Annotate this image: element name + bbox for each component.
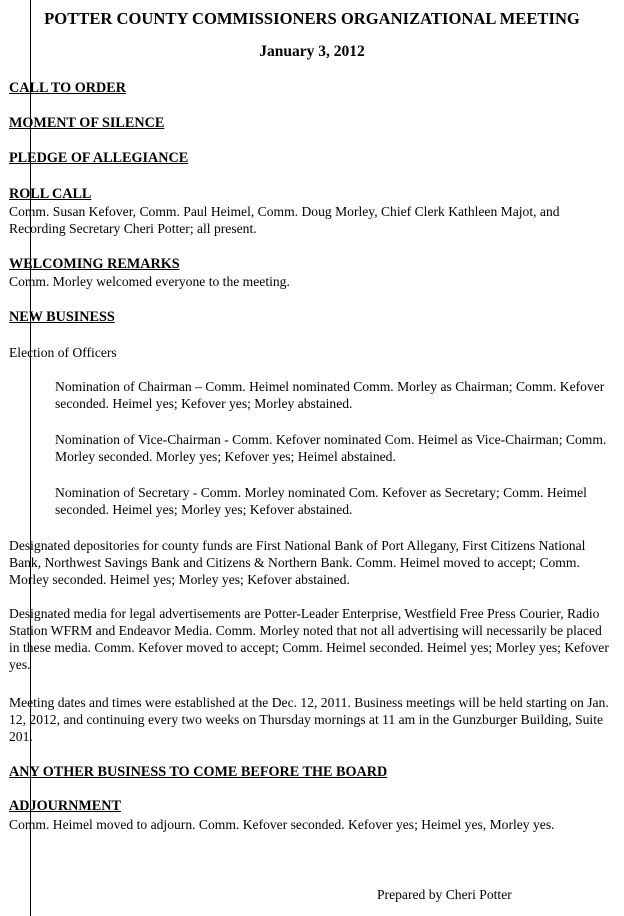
media-text: Designated media for legal advertisements are Potter-Leader Enterprise, Westfield Free Press Courier, Radio Station WFRM and Endeavor Media. Comm. Morley noted that not all advertising will necessarily be placed in these media. Comm. Kefover moved to accept; Comm. Heimel seconded. Heimel yes; Morley yes; Kefover yes. [9,606,609,672]
heading-moment-of-silence: MOMENT OF SILENCE [9,115,165,131]
heading-roll-call: ROLL CALL [9,186,92,202]
adjournment-text: Comm. Heimel moved to adjourn. Comm. Kefover seconded. Kefover yes; Heimel yes, Morley yes. [9,817,555,832]
nomination-chairman: Nomination of Chairman – Comm. Heimel nominated Comm. Morley as Chairman; Comm. Kefover seconded. Heimel yes; Kefover yes; Morley abstained. [55,379,605,411]
prepared-by: Prepared by Cheri Potter [377,887,512,902]
heading-adjournment: ADJOURNMENT [9,798,121,814]
heading-call-to-order: CALL TO ORDER [9,80,126,96]
election-label: Election of Officers [9,345,117,360]
heading-other-business: ANY OTHER BUSINESS TO COME BEFORE THE BOARD [9,764,388,780]
nomination-secretary: Nomination of Secretary - Comm. Morley nominated Com. Kefover as Secretary; Comm. Heimel seconded. Heimel yes; Morley yes; Kefover abstained. [55,485,587,517]
meeting-dates-text: Meeting dates and times were established at the Dec. 12, 2011. Business meetings will be held starting on Jan. 12, 2012, and continuing every two weeks on Thursday mornings at 11 am in the Gunzburger Building, Suite 201. [9,695,609,744]
welcoming-text: Comm. Morley welcomed everyone to the meeting. [9,274,290,289]
heading-new-business: NEW BUSINESS [9,309,115,325]
document-title: POTTER COUNTY COMMISSIONERS ORGANIZATIONAL MEETING [44,9,580,28]
heading-pledge: PLEDGE OF ALLEGIANCE [9,150,189,166]
meeting-date: January 3, 2012 [259,43,365,60]
nomination-vice-chairman: Nomination of Vice-Chairman - Comm. Kefover nominated Com. Heimel as Vice-Chairman; Comm. Morley seconded. Morley yes; Kefover yes; Heimel abstained. [55,432,607,464]
roll-call-text: Comm. Susan Kefover, Comm. Paul Heimel, Comm. Doug Morley, Chief Clerk Kathleen Majot, and Recording Secretary Cheri Potter; all present. [9,204,560,236]
depositories-text: Designated depositories for county funds are First National Bank of Port Allegany, First Citizens National Bank, Northwest Savings Bank and Citizens & Northern Bank. Comm. Heimel moved to accept; Comm. Morley seconded. Heimel yes; Morley yes; Kefover abstained. [9,538,586,587]
heading-welcoming: WELCOMING REMARKS [9,256,180,272]
